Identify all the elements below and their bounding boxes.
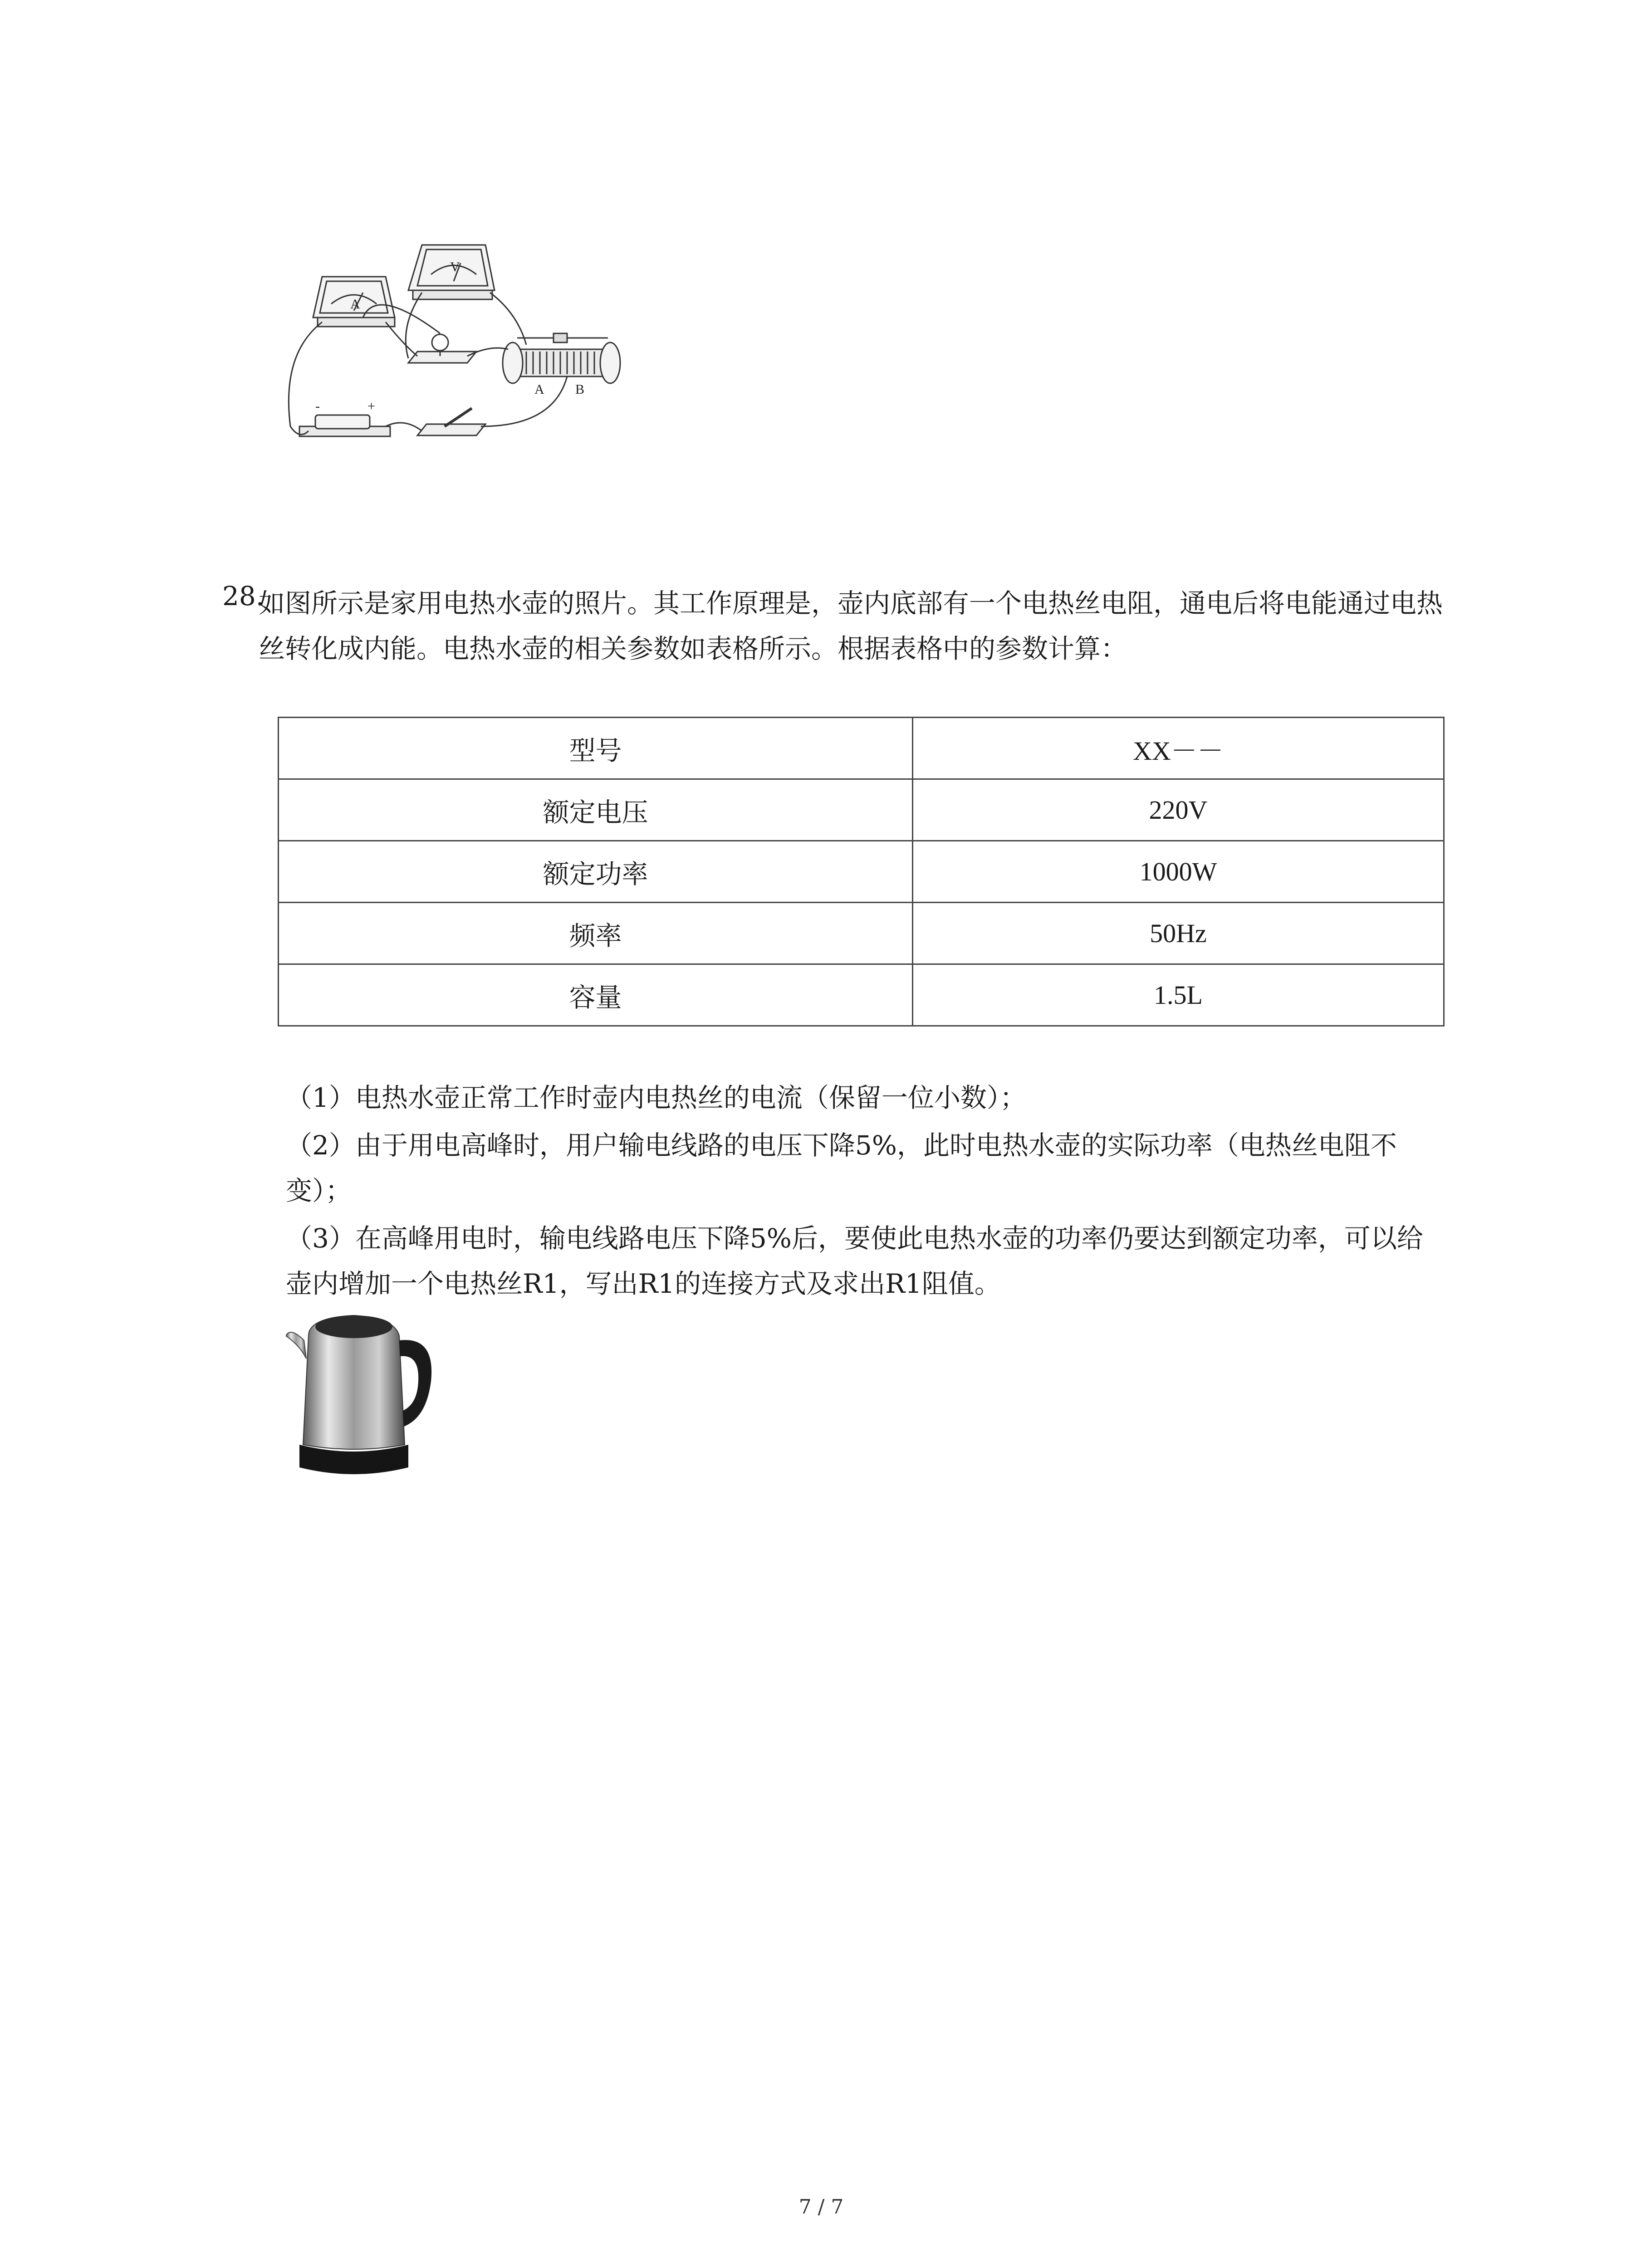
subquestion-2: （2）由于用电高峰时，用户输电线路的电压下降5%，此时电热水壶的实际功率（电热丝电阻不变）； (286, 1130, 1397, 1206)
table-row (279, 718, 1444, 779)
table-cell-label: 型号 (279, 718, 913, 779)
table-cell-label: 额定功率 (279, 841, 913, 903)
voltmeter-label: V (450, 259, 460, 274)
question-intro: 如图所示是家用电热水壶的照片。其工作原理是，壶内底部有一个电热丝电阻，通电后将电能通过电热丝转化成内能。电热水壶的相关参数如表格所示。根据表格中的参数计算： (259, 588, 1443, 664)
electric-kettle-image (286, 1309, 436, 1486)
parameter-table (278, 717, 1445, 1026)
table-row (279, 841, 1444, 903)
subquestion-1: （1）电热水壶正常工作时壶内电热丝的电流（保留一位小数）； (286, 1082, 1026, 1113)
table-cell-value: 1.5L (913, 964, 1444, 1026)
table-cell-value: 1000W (913, 841, 1444, 903)
table-cell-value: XX－－ (913, 718, 1444, 779)
circuit-diagram (272, 236, 635, 449)
battery-positive-label: + (367, 399, 375, 414)
table-cell-label: 额定电压 (279, 779, 913, 841)
rheostat-terminal-b: B (575, 382, 585, 397)
ammeter-label: A (350, 297, 360, 312)
page-number: 7 / 7 (798, 2195, 844, 2219)
battery-negative-label: - (315, 399, 320, 414)
subquestion-3: （3）在高峰用电时，输电线路电压下降5%后，要使此电热水壶的功率仍要达到额定功率，可以给壶内增加一个电热丝R1，写出R1的连接方式及求出R1阻值。 (286, 1223, 1423, 1299)
question-number: 28. (222, 581, 265, 611)
table-row (279, 779, 1444, 841)
table-cell-label: 容量 (279, 964, 913, 1026)
table-cell-value: 50Hz (913, 903, 1444, 964)
table-row (279, 964, 1444, 1026)
table-cell-value: 220V (913, 779, 1444, 841)
table-row (279, 903, 1444, 964)
rheostat-terminal-a: A (534, 382, 544, 397)
table-cell-label: 频率 (279, 903, 913, 964)
